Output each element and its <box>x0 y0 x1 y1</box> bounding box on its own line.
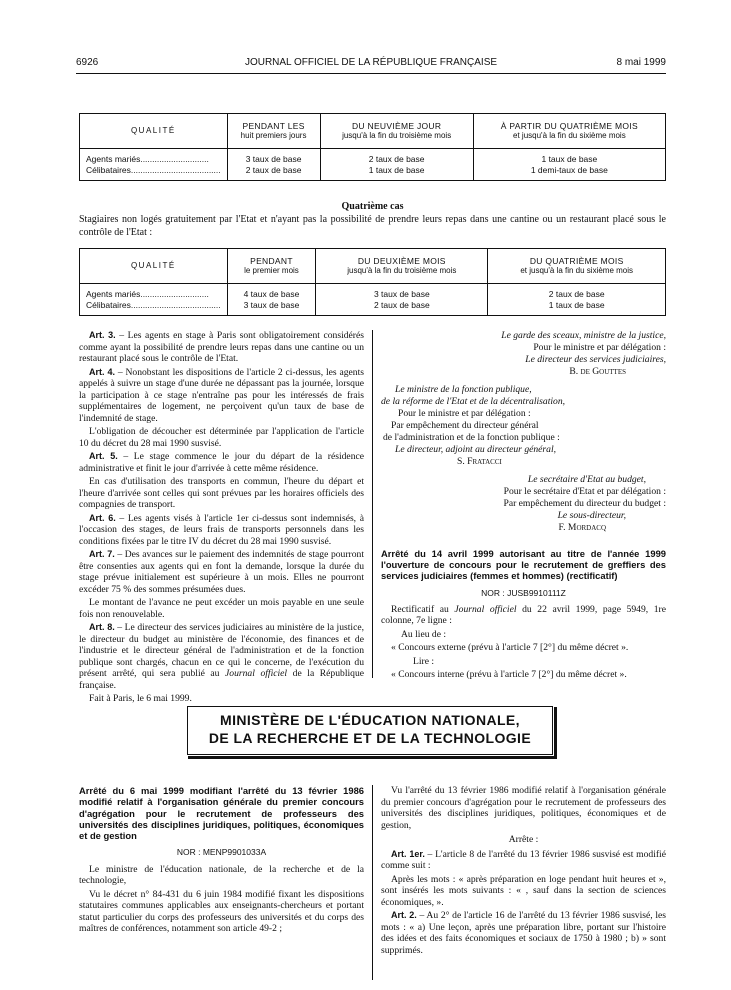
section-text: Stagiaires non logés gratuitement par l'Etat et n'ayant pas la possibilité de prendre leurs repas dans une cantine ou un restaurant placé sous le contrôle de l'Etat : <box>79 214 666 238</box>
article-5-paragraph: En cas d'utilisation des transports en commun, l'heure du départ et l'heure d'arrivée sont celles qui sont prévues par les horaires officiels des compagnies de transport. <box>79 476 364 510</box>
section-title: Quatrième cas <box>341 201 404 212</box>
journal-title: JOURNAL OFFICIEL DE LA RÉPUBLIQUE FRANÇAISE <box>244 57 498 68</box>
article-7-paragraph: Le montant de l'avance ne peut excéder un mois payable en une seule fois non renouvelable. <box>79 597 364 620</box>
education-arrete-column <box>79 785 364 937</box>
article-1: Art. 1er. – L'article 8 de l'arrêté du 13 février 1986 susvisé est modifié comme suit : <box>381 848 666 871</box>
table-row <box>80 149 666 181</box>
table-header-row <box>80 249 666 284</box>
signature-block-budget: Le secrétaire d'Etat au budget, Pour le secrétaire d'Etat et par délégation : Par empêchement du directeur du budget : Le sous-directeur, F. Mordacq <box>503 473 666 533</box>
signatures-column <box>381 330 666 683</box>
article-6: Art. 6. – Les agents visés à l'article 1er ci-dessus sont indemnisés, à l'occasion des stages, de leurs frais de transports personnels dans les conditions fixées par le titre IV du décret du 28 mai 1990 susvisé. <box>79 512 364 547</box>
quote-corrected: « Concours interne (prévu à l'article 7 [2°] du même décret ». <box>391 669 627 681</box>
column-header: À PARTIR DU QUATRIÈME MOIS et jusqu'à la fin du sixième mois <box>473 114 665 149</box>
column-header: PENDANT le premier mois <box>227 249 316 284</box>
allowance-table-2 <box>79 248 666 316</box>
header-rule <box>76 73 666 74</box>
minister-line: Le ministre de l'éducation nationale, de la recherche et de la technologie, <box>79 863 364 887</box>
arrete-title: Arrêté du 6 mai 1999 modifiant l'arrêté du 13 février 1986 modifié relatif à l'organisation générale du premier concours d'agrégation pour le recrutement de professeurs des universités des disciplines juridiques, politiques, économiques et de gestion <box>79 785 364 842</box>
au-lieu-de: Au lieu de : <box>401 628 447 640</box>
article-2: Art. 2. – Au 2° de l'article 16 de l'arrêté du 13 février 1986 susvisé, les mots : « a) Une leçon, après une préparation libre, portant sur l'histoire des idées et des faits économiques et sociaux de 1750 à 1980 ; b) » sont supprimés. <box>381 910 666 956</box>
article-5: Art. 5. – Le stage commence le jour du départ de la résidence administrative et finit le jour d'arrivée à cette même résidence. <box>79 451 365 474</box>
allowance-table-1 <box>79 113 666 181</box>
article-7: Art. 7. – Des avances sur le paiement des indemnités de stage pourront être consenties aux agents qui en font la demande, lorsque la durée du stage prévue initialement est supérieure à un mois. Elles ne pourront excéder 75 % des sommes présumées dues. <box>79 549 364 595</box>
column-header: PENDANT LES huit premiers jours <box>227 114 320 149</box>
table-row <box>80 284 666 316</box>
page-header <box>76 57 666 71</box>
table-cell: 2 taux de base 1 taux de base <box>320 149 473 181</box>
visa-arrete: Vu l'arrêté du 13 février 1986 modifié relatif à l'organisation générale du premier concours d'agrégation pour le recrutement de professeurs des universités des disciplines juridiques, politiques, économiques et de gestion, <box>381 785 666 831</box>
article-4-paragraph: L'obligation de découcher est déterminée par l'application de l'article 10 du décret du 28 mai 1990 susvisé. <box>79 426 364 449</box>
article-4: Art. 4. – Nonobstant les dispositions de l'article 2 ci-dessus, les agents appelés à suivre un stage d'une durée ne dépassant pas la journée, lorsque la participation à ce stage n'entraîne pas pour les intéressés de frais supplémentaires de logement, ne perçoivent qu'un taux de base de l'indemnité de stage. <box>79 366 364 424</box>
visa-decret: Vu le décret n° 84-431 du 6 juin 1984 modifié fixant les dispositions statutaires communes applicables aux enseignants-chercheurs et portant statut particulier du corps des professeurs des universités et du corps des maîtres de conférences, notamment son article 49-2 ; <box>79 888 364 935</box>
table-cell: 2 taux de base 1 taux de base <box>488 284 666 316</box>
education-articles-column <box>381 785 666 958</box>
articles-column <box>79 330 364 707</box>
qualite-header: QUALITÉ <box>80 249 228 284</box>
signature-block-fonction-publique: Le ministre de la fonction publique, de la réforme de l'Etat et de la décentralisation, Pour le ministre et par délégation : Par empêchement du directeur général de l'administration et de la fonction publique : Le directeur, adjoint au directeur général, S. Fratacci <box>381 383 566 467</box>
column-divider <box>372 330 373 678</box>
row-labels: Agents mariés............................. Célibataires...................................... <box>80 284 228 316</box>
issue-date: 8 mai 1999 <box>616 57 666 68</box>
signature-block-justice: Le garde des sceaux, ministre de la justice, Pour le ministre et par délégation : Le directeur des services judiciaires, B. de Gouttes <box>501 330 666 377</box>
article-1-paragraph: Après les mots : « après préparation en loge pendant huit heures et », sont insérés les mots suivants : « , sauf dans la section de sciences économiques, ». <box>381 873 666 908</box>
ministry-heading <box>187 706 553 755</box>
quote-original: « Concours externe (prévu à l'article 7 [2°] du même décret ». <box>391 642 629 654</box>
arrete-word: Arrête : <box>508 834 539 845</box>
signing-place-date: Fait à Paris, le 6 mai 1999. <box>89 693 192 704</box>
ministry-line-1: MINISTÈRE DE L'ÉDUCATION NATIONALE, <box>220 712 520 728</box>
column-divider <box>372 785 373 980</box>
nor-reference: NOR : MENP9901033A <box>176 847 267 858</box>
article-3: Art. 3. – Les agents en stage à Paris sont obligatoirement considérés comme ayant la possibilité de prendre leurs repas dans une cantine ou un restaurant placé sous le contrôle de l'Etat. <box>79 330 364 364</box>
column-header: DU DEUXIÈME MOIS jusqu'à la fin du troisième mois <box>316 249 488 284</box>
column-header: DU QUATRIÈME MOIS et jusqu'à la fin du sixième mois <box>488 249 666 284</box>
arrete-title: Arrêté du 14 avril 1999 autorisant au titre de l'année 1999 l'ouverture de concours pour le recrutement de greffiers des services judiciaires (femmes et hommes) (rectificatif) <box>381 547 666 582</box>
ministry-line-2: DE LA RECHERCHE ET DE LA TECHNOLOGIE <box>208 729 532 746</box>
rectificatif-text: Rectificatif au Journal officiel du 22 avril 1999, page 5949, 1re colonne, 7e ligne : <box>381 603 666 627</box>
table-cell: 3 taux de base 2 taux de base <box>316 284 488 316</box>
table-header-row <box>80 114 666 149</box>
lire: Lire : <box>413 655 435 667</box>
table-cell: 4 taux de base 3 taux de base <box>227 284 316 316</box>
row-labels: Agents mariés............................. Célibataires...................................... <box>80 149 228 181</box>
table-cell: 3 taux de base 2 taux de base <box>227 149 320 181</box>
article-8: Art. 8. – Le directeur des services judiciaires au ministère de la justice, le directeur du budget au ministère de l'économie, des finances et de l'industrie et le directeur général de l'administration et de la fonction publique sont chargés, chacun en ce qui le concerne, de l'exécution du présent arrêté, qui sera publié au Journal officiel de la République française. <box>79 622 365 691</box>
column-header: DU NEUVIÈME JOUR jusqu'à la fin du troisième mois <box>320 114 473 149</box>
nor-reference: NOR : JUSB9910111Z <box>481 587 566 598</box>
qualite-header: QUALITÉ <box>80 114 228 149</box>
page-number: 6926 <box>76 57 99 68</box>
table-cell: 1 taux de base 1 demi-taux de base <box>473 149 665 181</box>
